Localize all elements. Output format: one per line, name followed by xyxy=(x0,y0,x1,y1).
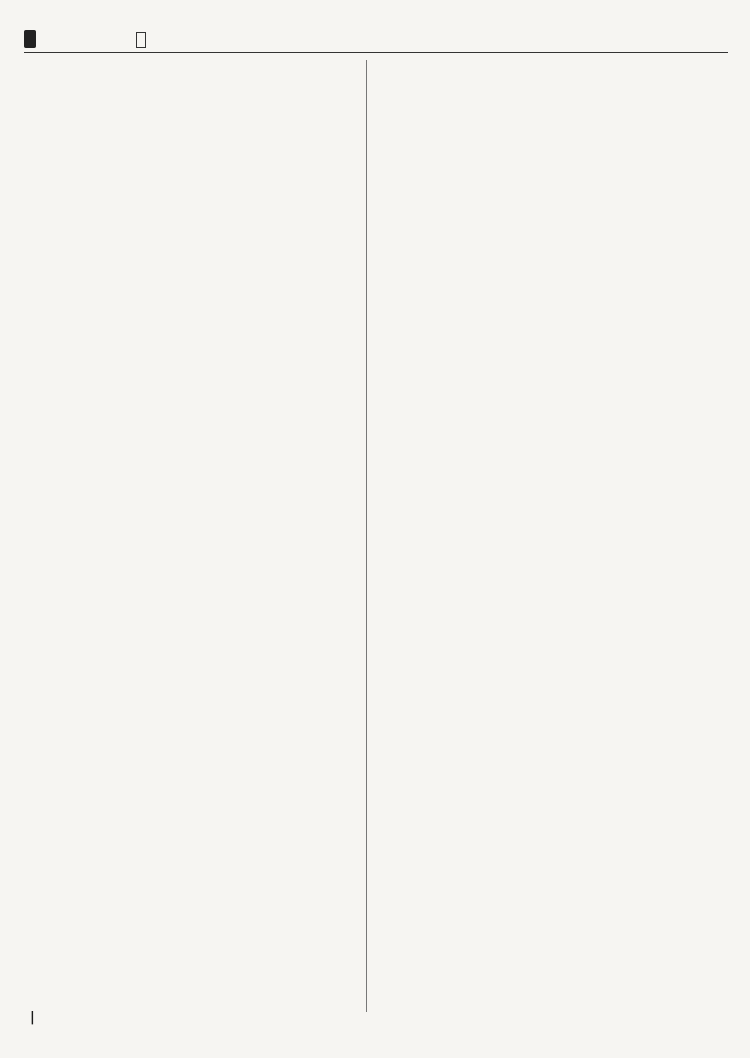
page-footer: | xyxy=(30,1010,35,1025)
series-logo xyxy=(24,30,36,48)
column-divider xyxy=(366,60,367,1012)
page-header xyxy=(24,28,728,53)
watermark-logo xyxy=(612,1000,732,1052)
section-tag xyxy=(136,32,146,48)
